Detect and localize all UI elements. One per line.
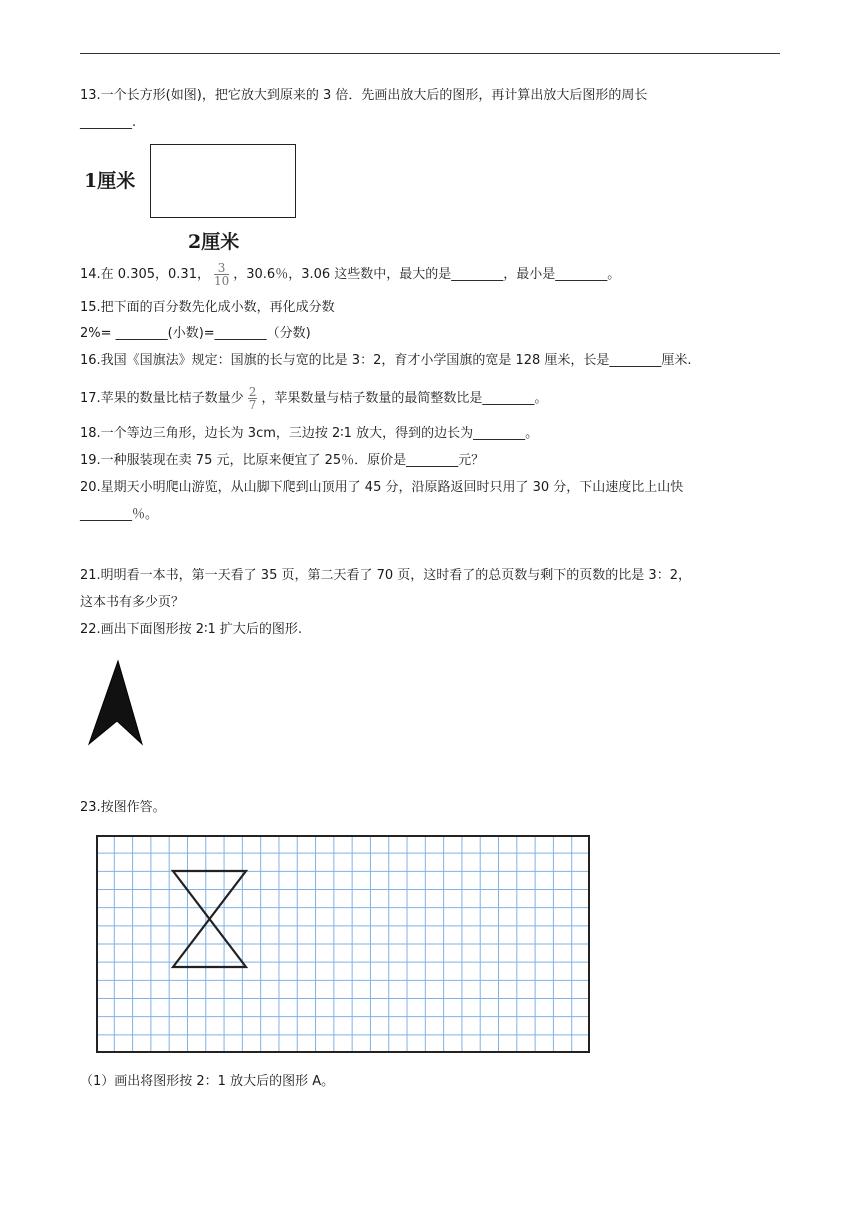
q17-text-after: ，苹果数量与桔子数量的最简整数比是________。 [261,391,548,406]
question-16: 16.我国《国旗法》规定：国旗的长与宽的比是 3：2，育才小学国旗的宽是 128 厘米，长是________厘米. [80,353,692,368]
grid-figure [96,835,590,1053]
question-15: 15.把下面的百分数先化成小数，再化成分数 [80,300,335,315]
question-23-part-1: （1）画出将图形按 2：1 放大后的图形 A。 [80,1074,335,1089]
question-23: 23.按图作答。 [80,800,166,815]
question-13-blank: ________. [80,115,137,130]
fraction-3-10 [214,262,229,287]
q14-text-before: 14.在 0.305，0.31， [80,267,210,282]
fraction-2-7 [248,386,258,411]
question-20: 20.星期天小明爬山游览，从山脚下爬到山顶用了 45 分，沿原路返回时只用了 30 分，下山速度比上山快 [80,480,684,495]
question-21-cont: 这本书有多少页？ [80,595,185,610]
frac-num: 2 [248,385,257,399]
question-22: 22.画出下面图形按 2∶1 扩大后的图形. [80,622,302,637]
q14-text-after: ，30.6％，3.06 这些数中，最大的是________，最小是________。 [233,267,621,282]
q17-text-before: 17.苹果的数量比桔子数量少 [80,391,244,406]
question-18: 18.一个等边三角形，边长为 3cm，三边按 2∶1 放大，得到的边长为________。 [80,426,539,441]
frac-num: 3 [214,262,229,275]
question-19: 19.一种服装现在卖 75 元，比原来便宜了 25％．原价是________元？ [80,453,485,468]
arrowhead-figure [84,658,144,748]
header-rule [80,53,780,54]
frac-den: 10 [213,274,230,288]
rect-height-label: 1厘米 [84,170,136,192]
rect-width-label: 2厘米 [188,231,240,253]
question-17 [80,386,547,411]
question-21: 21.明明看一本书，第一天看了 35 页，第二天看了 70 页，这时看了的总页数与剩下的页数的比是 3：2， [80,568,691,583]
grid-lines [96,835,590,1053]
question-14 [80,262,620,287]
hourglass-shape [173,871,246,967]
question-13: 13.一个长方形(如图)，把它放大到原来的 3 倍．先画出放大后的图形，再计算出放大后图形的周长 [80,88,648,103]
question-20-blank: ________％。 [80,507,159,522]
question-15-blanks: 2%= ________(小数)=________（分数) [80,326,311,341]
rectangle-figure [150,144,296,218]
frac-den: 7 [248,398,257,412]
